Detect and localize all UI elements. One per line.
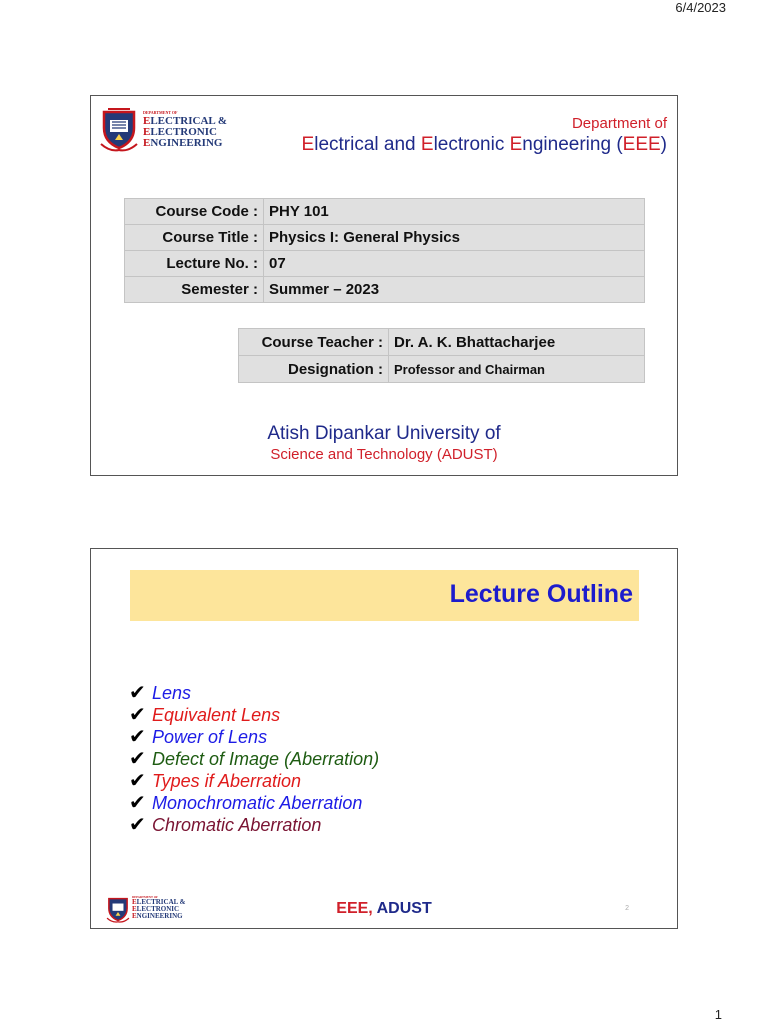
university-subtitle: Science and Technology (ADUST) [270,446,498,463]
course-info-row [125,277,645,303]
logo-line-engineering: ENGINEERING [143,137,223,149]
title-band [130,570,639,621]
checkmark-icon: ✔ [129,814,146,836]
course-info-label: Lecture No. : [125,251,264,277]
teacher-info-label: Designation : [239,356,389,383]
outline-item [129,814,379,836]
outline-item-text: Lens [152,683,192,703]
teacher-info-label: Course Teacher : [239,329,389,356]
logo-line-electrical: ELECTRICAL & [143,115,228,127]
outline-item-text: Equivalent Lens [152,705,281,725]
outline-item-text: Chromatic Aberration [152,815,322,835]
course-info-label: Course Code : [125,199,264,225]
course-info-label: Semester : [125,277,264,303]
course-info-label: Course Title : [125,225,264,251]
course-info-value: Physics I: General Physics [264,225,645,251]
teacher-info-row [239,356,645,383]
teacher-info-value: Professor and Chairman [389,356,645,383]
course-info-value: 07 [264,251,645,277]
checkmark-icon: ✔ [129,726,146,748]
outline-item-text: Monochromatic Aberration [152,793,363,813]
checkmark-icon: ✔ [129,792,146,814]
footer-logo: DEPARTMENT OF ELECTRICAL & ELECTRONIC ENGINEERING [106,895,196,925]
shield-emblem-icon [100,106,138,152]
course-info-value: Summer – 2023 [264,277,645,303]
outline-item [129,682,379,704]
university-name: Atish Dipankar University of [267,423,501,444]
department-of-label: Department of [571,115,667,132]
course-info-row [125,199,645,225]
slide-title: Lecture Outline [449,580,633,608]
outline-item [129,726,379,748]
slide-footer: EEE, ADUST [336,900,432,917]
teacher-info-table [238,328,645,383]
course-info-row [125,251,645,277]
slide-number: 2 [625,905,629,912]
teacher-info-row [239,329,645,356]
logo-line-electronic: ELECTRONIC [143,126,217,138]
checkmark-icon: ✔ [129,704,146,726]
page-number: 1 [714,1007,722,1022]
page-date: 6/4/2023 [675,0,726,15]
department-logo: DEPARTMENT OF ELECTRICAL & ELECTRONIC ENGINEERING [100,106,230,154]
checkmark-icon: ✔ [129,770,146,792]
outline-item-text: Defect of Image (Aberration) [152,749,380,769]
course-info-value: PHY 101 [264,199,645,225]
outline-item-text: Types if Aberration [152,771,302,791]
department-name: Electrical and Electronic Engineering (EEE) [301,134,667,155]
checkmark-icon: ✔ [129,748,146,770]
outline-item [129,704,379,726]
course-info-row [125,225,645,251]
teacher-info-value: Dr. A. K. Bhattacharjee [389,329,645,356]
outline-item-text: Power of Lens [152,727,268,747]
checkmark-icon: ✔ [129,682,146,704]
title-slide [90,95,678,476]
outline-slide [90,548,678,929]
course-info-table [124,198,645,303]
outline-list [129,682,379,836]
outline-item [129,792,379,814]
outline-item [129,770,379,792]
outline-item [129,748,379,770]
